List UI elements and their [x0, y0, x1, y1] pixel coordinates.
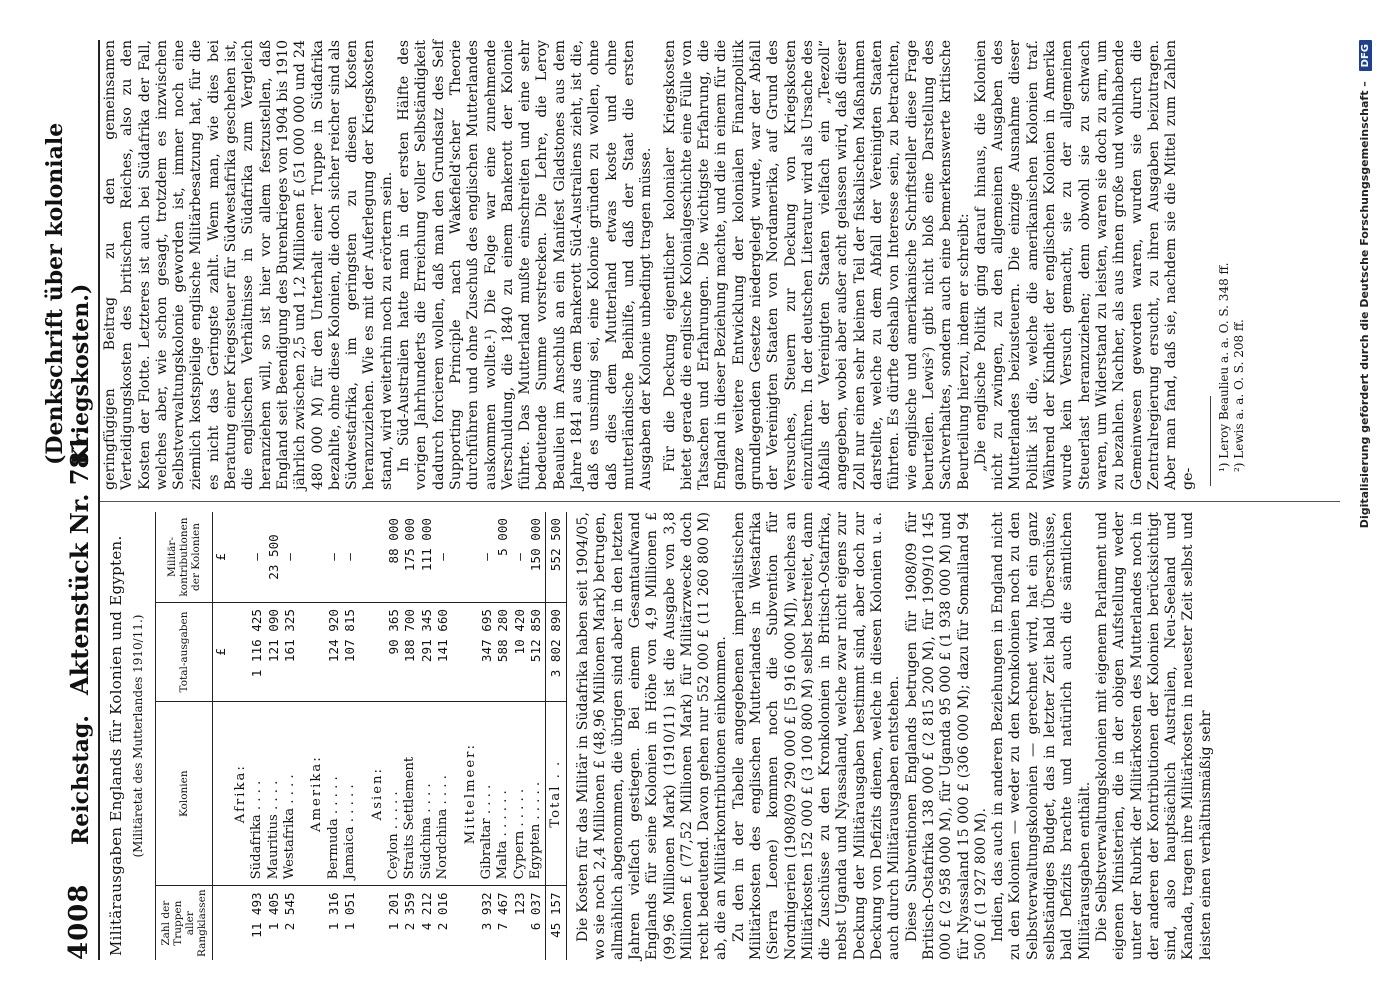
total-expenditure: 3 802 890 [545, 603, 566, 702]
cell-total: 1 116 425 [249, 603, 265, 702]
cell-colony: Ceylon . . . . . [386, 702, 402, 886]
header-colonies: Kolonien [156, 702, 213, 886]
total-contrib: 552 500 [545, 512, 566, 603]
cell-contrib: 23 500 [266, 512, 282, 603]
paragraph: Zu den in der Tabelle angegebenen imperialistischen Militärkosten des englischen Mutterlandes in Westafrika (Sierra Leone) kommen noch die Subvention für Nordnigerien (1908/09 290 000 £ [5 916 000 M]), welches an Militärkosten 152 000 £ (3 100 800 M) selbst bestreitet, dann die Zuschüsse zu den Kronkolonien in Britisch-Ostafrika, nebst Uganda und Nyassaland, welche zwar nicht eigens zur Deckung der Militärausgaben bestimmt sind, aber doch zur Deckung von Defizits dienen, welche in diesen Kolonien u. a. auch durch Militärausgaben entstehen. [730, 512, 903, 960]
cell-contrib: — [479, 512, 495, 603]
group-label: Afrika: [230, 702, 249, 886]
cell-contrib: 5 000 [495, 512, 511, 603]
cell-total: 512 850 [528, 603, 545, 702]
cell-total: 10 420 [512, 603, 528, 702]
table-row [342, 512, 358, 960]
left-column [102, 512, 1215, 960]
cell-contrib: — [435, 512, 451, 603]
cell-contrib: 150 000 [528, 512, 545, 603]
cell-troops: 123 [511, 892, 527, 916]
column-divider [100, 501, 1340, 502]
table-row [386, 512, 402, 960]
group-row [306, 512, 325, 960]
table-row [528, 512, 545, 960]
cell-total: 107 815 [342, 603, 358, 702]
dfg-logo: DFG [1359, 40, 1372, 71]
total-troops: 45 157 [545, 886, 566, 960]
cell-troops: 2 545 [281, 892, 297, 931]
unit-troops [213, 886, 230, 960]
cell-troops: 4 212 [418, 892, 434, 931]
reichstag-label: Reichstag. [68, 715, 94, 845]
cell-troops: 2 016 [435, 892, 451, 931]
paragraph: geringfügigen Beitrag zu den gemeinsamen Verteidigungskosten des britischen Reiches, also zu den Kosten der Flotte. Letzteres ist auch bei Südafrika der Fall, welches aber, wie schon gesagt, trotzdem es inzwischen Selbstverwaltungskolonie geworden ist, immer noch eine ziemlich kostspielige englische Militärbesatzung hat, für die es nicht das Geringste zahlt. Wenn man, wie dies bei Beratung einer Kriegssteuer für Südwestafrika geschehen ist, die englischen Verhältnisse in Südafrika zum Vergleich heranziehen will, so ist hier vor allem festzustellen, daß England seit Beendigung des Burenkrieges von 1904 bis 1910 jährlich zwischen 2,5 und 1,2 Millionen £ (51 000 000 und 24 480 000 M) für den Unterhalt einer Truppe in Südafrika bezahlte, ohne diese Kolonien, die doch sicher reicher sind als Südwestafrika, im geringsten zu diesen Kosten heranzuziehen. Wie es mit der Auferlegung der Kriegskosten stand, wird weiterhin noch zu erörtern sein. [102, 40, 395, 490]
cell-troops: 11 493 [249, 892, 265, 938]
right-column [102, 40, 1247, 490]
cell-total: 124 920 [326, 603, 342, 702]
cell-contrib: 88 000 [386, 512, 402, 603]
group-row [367, 512, 386, 960]
unit-row [213, 512, 230, 960]
paragraph: „Die englische Politik ging darauf hinaus, die Kolonien nicht zu zwingen, zu den allgemeinen Ausgaben des Mutterlandes beizusteuern. Die einzige Ausnahme dieser Politik ist die, welche die amerikanischen Kolonien traf. Während der Kindheit der englischen Kolonien in Amerika wurde kein Versuch gemacht, sie zu der allgemeinen Steuerlast heranzuziehen; denn obwohl sie zu schwach waren, um Widerstand zu leisten, waren sie doch zu arm, um zu bezahlen. Nachher, als aus ihnen große und wohlhabende Gemeinwesen geworden waren, wurden sie durch die Zentralregierung ersucht, zu ihren Ausgaben beizutragen. Aber man fand, daß sie, nachdem sie die Mittel zum Zahlen ge- [972, 40, 1197, 490]
cell-contrib: 111 000 [419, 512, 435, 603]
paragraph: Indien, das auch in anderen Beziehungen in England nicht zu den Kolonien — weder zu den Kronkolonien noch zu den Selbstverwaltungskolonien — gerechnet wird, hat ein ganz selbständiges Budget, das in letzter Zeit bald Überschüsse, bald Defizits brachte und natürlich auch die sämtlichen Militärausgaben enthält. [990, 512, 1093, 960]
header-troops: Zahl der Truppen aller Rangklassen [156, 886, 213, 960]
page-header [42, 40, 100, 960]
cell-troops: 1 051 [342, 892, 358, 931]
cell-troops: 6 037 [528, 892, 544, 931]
table-body [230, 512, 567, 960]
cell-colony: Nordchina . . . . [435, 702, 451, 886]
group-label: Asien: [367, 702, 386, 886]
paragraph: Diese Subventionen Englands betrugen für 1908/09 für Britisch-Ostafrika 138 000 £ (2 815 200 M), für 1909/10 145 000 £ (2 958 000 M), für Uganda 95 000 £ (1 938 000 M) und für Nyassaland 15 000 £ (306 000 M); dazu für Somaliland 94 500 £ (1 927 800 M). [903, 512, 989, 960]
paragraph: Für die Deckung eigentlicher kolonialer Kriegskosten bietet gerade die englische Kolonialgeschichte eine Fülle von Tatsachen und Erfahrungen. Die wichtigste Erfahrung, die England in dieser Beziehung machte, und die in einem für die ganze weitere Entwicklung der kolonialen Finanzpolitik grundlegenden Gesetze niedergelegt wurde, war der Abfall der Vereinigten Staaten von Nordamerika, auf Grund des Versuches, Steuern zur Deckung von Kriegskosten einzuführen. In der deutschen Literatur wird als Ursache des Abfalls der Vereinigten Staaten vielfach ein „Teezoll“ angegeben, wobei aber außer acht gelassen wird, daß dieser Zoll nur einen sehr kleinen Teil der fiskalischen Maßnahmen darstellte, welche zu dem Abfall der Vereinigten Staaten führten. Es dürfte deshalb von Interesse sein, zu betrachten, wie englische und amerikanische Schriftsteller diese Frage beurteilen. Lewis²) gibt nicht bloß eine Darstellung des Sachverhaltes, sondern auch eine bemerkenswerte kritische Beurteilung hierzu, indem er schreibt: [661, 40, 972, 490]
group-label: Mittelmeer: [460, 702, 479, 886]
paragraph: Die Selbstverwaltungskolonien mit eigenem Parlament und eigenen Ministerien, die in der obigen Aufstellung weder unter der Rubrik der Militärkosten des Mutterlandes noch in der anderen der Kontributionen der Kolonien berücksichtigt sind, also hauptsächlich Australien, Neu-Seeland und Kanada, tragen ihre Militärkosten in neuester Zeit selbst und leisten einen verhältnismäßig sehr [1093, 512, 1214, 960]
cell-troops: 1 201 [385, 892, 401, 931]
group-label: Amerika: [306, 702, 325, 886]
cell-colony: Mauritius . . . . [266, 702, 282, 886]
cell-colony: Westafrika . . . . [282, 702, 298, 886]
cell-colony: Südchina . . . . [419, 702, 435, 886]
cell-total: 188 700 [402, 603, 418, 702]
cell-contrib: — [326, 512, 342, 603]
credit-text: Digitalisierung gefördert durch die Deutsche Forschungsgemeinschaft – [1358, 81, 1371, 529]
cell-colony: Bermuda . . . . . [326, 702, 342, 886]
cell-troops: 3 932 [478, 892, 494, 931]
paragraph: In Süd-Australien hatte man in der ersten Hälfte des vorigen Jahrhunderts die Erreichung voller Selbständigkeit dadurch forcieren wollen, daß man den Grundsatz des Self Supporting Principle nach Wakefield'scher Theorie durchführen und ohne Zuschuß des englischen Mutterlandes auskommen wollte.¹) Die Folge war eine zunehmende Verschuldung, die 1840 zu einem Bankerott der Kolonie führte. Das Mutterland mußte einschreiten und eine sehr bedeutende Summe vorstrecken. Die Lehre, die Leroy Beaulieu im Anschluß an ein Manifest Gladstones aus dem Jahre 1841 aus dem Bankerott Süd-Australiens zieht, ist die, daß es unsinnig sei, eine Kolonie gründen zu wollen, ohne daß dies dem Mutterland etwas koste und ohne mutterländische Beihilfe, und daß der Staat die ersten Ausgaben der Kolonie unbedingt tragen müsse. [396, 40, 655, 490]
unit-contrib: £ [213, 512, 230, 603]
table-title: Militärausgaben Englands für Kolonien und Egypten. [107, 535, 125, 956]
cell-total: 121 090 [266, 603, 282, 702]
cell-colony: Straits Settlement [402, 702, 418, 886]
header-contrib: Militär-kontributionen der Kolonien [156, 512, 213, 603]
cell-total: 291 345 [419, 603, 435, 702]
cell-colony: Malta . . . . . . [495, 702, 511, 886]
cell-contrib: — [249, 512, 265, 603]
table-row [282, 512, 298, 960]
table-row [402, 512, 418, 960]
page-number: 4008 [64, 883, 94, 960]
table-row [249, 512, 265, 960]
cell-total: 347 695 [479, 603, 495, 702]
cell-colony: Gibraltar . . . . [479, 702, 495, 886]
cell-contrib: — [512, 512, 528, 603]
cell-total: 161 325 [282, 603, 298, 702]
paragraph: Die Kosten für das Militär in Südafrika haben seit 1904/05, wo sie noch 2,4 Millionen £ (48,96 Millionen Mark) betrugen, allmählich abgenommen, die übrigen sind aber in den letzten Jahren vielfach gestiegen. Bei einem Gesamtaufwand Englands für seine Kolonien in Höhe von 4,9 Millionen £ (99,96 Millionen Mark) (1910/11) ist die Ausgabe von 3,8 Millionen £ (77,52 Millionen Mark) für Militärzwecke doch recht bedeutend. Davon gehen nur 552 000 £ (11 260 800 M) ab, die an Militärkontributionen einkommen. [575, 512, 730, 960]
cell-troops: 7 467 [495, 892, 511, 931]
group-row [230, 512, 249, 960]
cell-troops: 1 316 [325, 892, 341, 931]
table-row [512, 512, 528, 960]
group-row [460, 512, 479, 960]
footnote-rule [1210, 396, 1211, 486]
cell-colony: Cypern . . . . . [512, 702, 528, 886]
cell-contrib: — [282, 512, 298, 603]
table-row [419, 512, 435, 960]
cell-colony: Egypten . . . . . [528, 702, 545, 886]
cell-total: 90 365 [386, 603, 402, 702]
military-expenditure-table [155, 512, 567, 960]
table-row [326, 512, 342, 960]
table-row [479, 512, 495, 960]
footnote: ²) Lewis a. a. O. S. 208 ff. [1231, 319, 1246, 472]
total-label: Total . . [545, 702, 566, 886]
unit-colonies [213, 702, 230, 886]
document-number: Aktenstück Nr. 781. [65, 426, 94, 695]
cell-total: 588 280 [495, 603, 511, 702]
table-subtitle: (Militäretat des Mutterlandes 1910/11.) [131, 614, 145, 858]
cell-colony: Südafrika . . . . [249, 702, 265, 886]
header-total: Total-ausgaben [156, 603, 213, 702]
digitization-credit [1358, 40, 1372, 760]
footnote: ¹) Leroy Beaulieu a. a. O. S. 348 ff. [1216, 262, 1231, 472]
cell-contrib: 175 000 [402, 512, 418, 603]
total-row [545, 512, 566, 960]
table-row [495, 512, 511, 960]
cell-colony: Jamaica . . . . . [342, 702, 358, 886]
cell-troops: 2 359 [402, 892, 418, 931]
cell-total: 141 660 [435, 603, 451, 702]
cell-troops: 1 405 [265, 892, 281, 931]
unit-total: £ [213, 603, 230, 702]
document-subject: (Denkschrift über koloniale Kriegskosten.) [42, 122, 94, 465]
cell-contrib: — [342, 512, 358, 603]
table-row [435, 512, 451, 960]
table-row [266, 512, 282, 960]
